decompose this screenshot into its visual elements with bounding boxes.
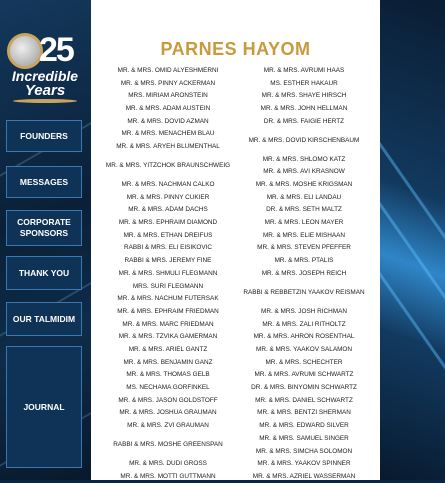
donor-name: MR. & MRS. NACHUM FUTERSAK xyxy=(117,295,219,303)
donor-name: MR. & MRS. DUDI GROSS xyxy=(129,460,207,468)
donor-name: MR. & MRS. DANIEL SCHWARTZ xyxy=(255,396,353,404)
donor-name: MR. & MRS. DOVID AZMAN xyxy=(127,117,209,125)
donor-name: RABBI & MRS. JEREMY FINE xyxy=(124,257,212,265)
donor-name: MR. & MRS. AVRUMI HAAS xyxy=(263,66,345,74)
anniversary-logo xyxy=(5,27,85,107)
donor-name: MR. & MRS. SIMCHA SOLOMON xyxy=(255,447,353,455)
donor-name: MR. & MRS. MOTTI GUTTMANN xyxy=(120,472,216,480)
nav-messages-button[interactable]: MESSAGES xyxy=(6,166,82,198)
logo-emblem-icon xyxy=(7,33,43,69)
donor-name: MR. & MRS. DOVID KIRSCHENBAUM xyxy=(248,136,360,144)
donor-name: MR. & MRS. BENTZI SHERMAN xyxy=(257,409,351,417)
donor-name: MR. & MRS. ADAM DACHS xyxy=(128,206,208,214)
donor-name: MR. & MRS. ARIEL GANTZ xyxy=(128,345,208,353)
donor-name: DR. & MRS. BINYOMIN SCHWARTZ xyxy=(251,384,357,392)
donor-name: MR. & MRS. JOSH RICHMAN xyxy=(261,307,347,315)
donor-name: MR. & MRS. MENACHEM BLAU xyxy=(121,130,215,138)
donor-name: MR. & MRS. SHLOMO KATZ xyxy=(262,155,346,163)
donor-name: MR. & MRS. ARYEH BLUMENTHAL xyxy=(116,142,220,150)
donor-name: RABBI & MRS. ELI EISIKOVIC xyxy=(123,244,213,252)
donor-name: MR. & MRS. STEVEN PFEFFER xyxy=(257,244,351,252)
donor-name: MRS. SURI FLEGMANN xyxy=(132,282,204,290)
donor-name: MR. & MRS. SAMUEL SINGER xyxy=(259,434,349,442)
donor-name: MR. & MRS. BENJAMIN GANZ xyxy=(123,358,213,366)
nav-founders-button[interactable]: FOUNDERS xyxy=(6,120,82,152)
donor-name: MR. & MRS. PINNY ACKERMAN xyxy=(120,79,216,87)
donor-name: MR. & MRS. ZALI RITHOLTZ xyxy=(262,320,346,328)
donor-name: DR. & MRS. SETH MALTZ xyxy=(266,206,342,214)
donor-name: MR. & MRS. ZVI GRAUMAN xyxy=(127,422,209,430)
donor-name: MR. & MRS. AVRUMI SCHWARTZ xyxy=(254,371,354,379)
names-column-left xyxy=(101,64,235,483)
donor-name: MR. & MRS. THOMAS GELB xyxy=(126,371,210,379)
donor-name: MR. & MRS. JOSHUA GRAUMAN xyxy=(119,409,217,417)
donor-name: MR. & MRS. NACHMAN CALKO xyxy=(121,181,215,189)
donor-name: MR. & MRS. YAAKOV SALAMON xyxy=(256,346,352,353)
donor-name: RABBI & MRS. MOSHE GREENSPAN xyxy=(113,441,223,449)
nav-our-talmidim-button[interactable]: OUR TALMIDIM xyxy=(6,302,82,336)
donor-name: RABBI & REBBETZIN YAAKOV REISMAN xyxy=(243,288,365,296)
donor-name: MR. & MRS. PINNY CUKIER xyxy=(126,193,210,201)
donor-name: MR. & MRS. ADAM AUSTEIN xyxy=(125,104,211,112)
left-sidebar xyxy=(0,0,91,480)
donor-name: MR. & MRS. JOHN HELLMAN xyxy=(260,104,348,112)
nav-journal-button[interactable]: JOURNAL xyxy=(6,346,82,468)
main-content xyxy=(91,0,380,480)
donor-name: MR. & MRS. YITZCHOK BRAUNSCHWEIG xyxy=(105,162,231,169)
logo-number: 25 xyxy=(39,31,73,69)
donor-name: MR. & MRS. EPHRAIM DIAMOND xyxy=(118,219,218,227)
donor-name: MR. & MRS. ELIE MISHAAN xyxy=(262,231,346,239)
donor-name: MR. & MRS. ELI LANDAU xyxy=(266,193,342,201)
donor-name: MR. & MRS. ETHAN DREIFUS xyxy=(123,231,213,239)
donor-name: MS. NECHAMA GORFINKEL xyxy=(126,384,210,392)
donor-name: MR. & MRS. SHAYE HIRSCH xyxy=(261,92,347,100)
donor-name: MR. & MRS. MARC FRIEDMAN xyxy=(122,320,214,328)
donor-name: MR. & MRS. PTALIS xyxy=(274,257,334,265)
page-title: PARNES HAYOM xyxy=(160,39,311,59)
donor-name: MR. & MRS. JASON GOLDSTOFF xyxy=(118,396,218,404)
nav-corporate-sponsors-button[interactable]: CORPORATE SPONSORS xyxy=(6,210,82,246)
donor-name: MR. & MRS. OMID ALYESHMERNI xyxy=(117,66,219,74)
donor-name: MR. & MRS. AVI KRASNOW xyxy=(263,168,345,176)
right-decorative-panel xyxy=(380,0,445,480)
donor-name: MR. & MRS. LEON MAYER xyxy=(264,219,344,227)
donor-name: MS. ESTHER HAKAUR xyxy=(270,79,338,87)
donor-name: DR. & MRS. FAIGIE HERTZ xyxy=(263,117,345,125)
donor-name: MR. & MRS. TZVIKA GAMERMAN xyxy=(118,333,218,341)
logo-text-line1: Incredible xyxy=(11,68,79,84)
donor-name: MR. & MRS. SHMULI FLEGMANN xyxy=(118,269,218,277)
donor-name: MR. & MRS. AHRON ROSENTHAL xyxy=(253,333,355,341)
donor-name: MR. & MRS. YAAKOV SPINNER xyxy=(257,460,351,468)
names-column-right xyxy=(237,64,371,483)
logo-swoosh xyxy=(13,99,77,103)
donor-name: MR. & MRS. EPHRAIM FRIEDMAN xyxy=(117,307,219,315)
donor-name: MR. & MRS. JOSEPH REICH xyxy=(261,269,347,277)
donor-name: MR. & MRS. AZRIEL WASSERMAN xyxy=(252,472,356,480)
donor-name: MRS. MIRIAM ARONSTEIN xyxy=(128,92,208,100)
donor-name: MR. & MRS. SCHECHTER xyxy=(265,358,343,366)
donor-name: MR. & MRS. EDWARD SILVER xyxy=(259,422,349,430)
decorative-streak xyxy=(380,195,445,328)
donor-name: MR. & MRS. MOSHE KRIGSMAN xyxy=(255,181,353,189)
nav-thank-you-button[interactable]: THANK YOU xyxy=(6,256,82,290)
logo-text-line2: Years xyxy=(24,82,66,99)
